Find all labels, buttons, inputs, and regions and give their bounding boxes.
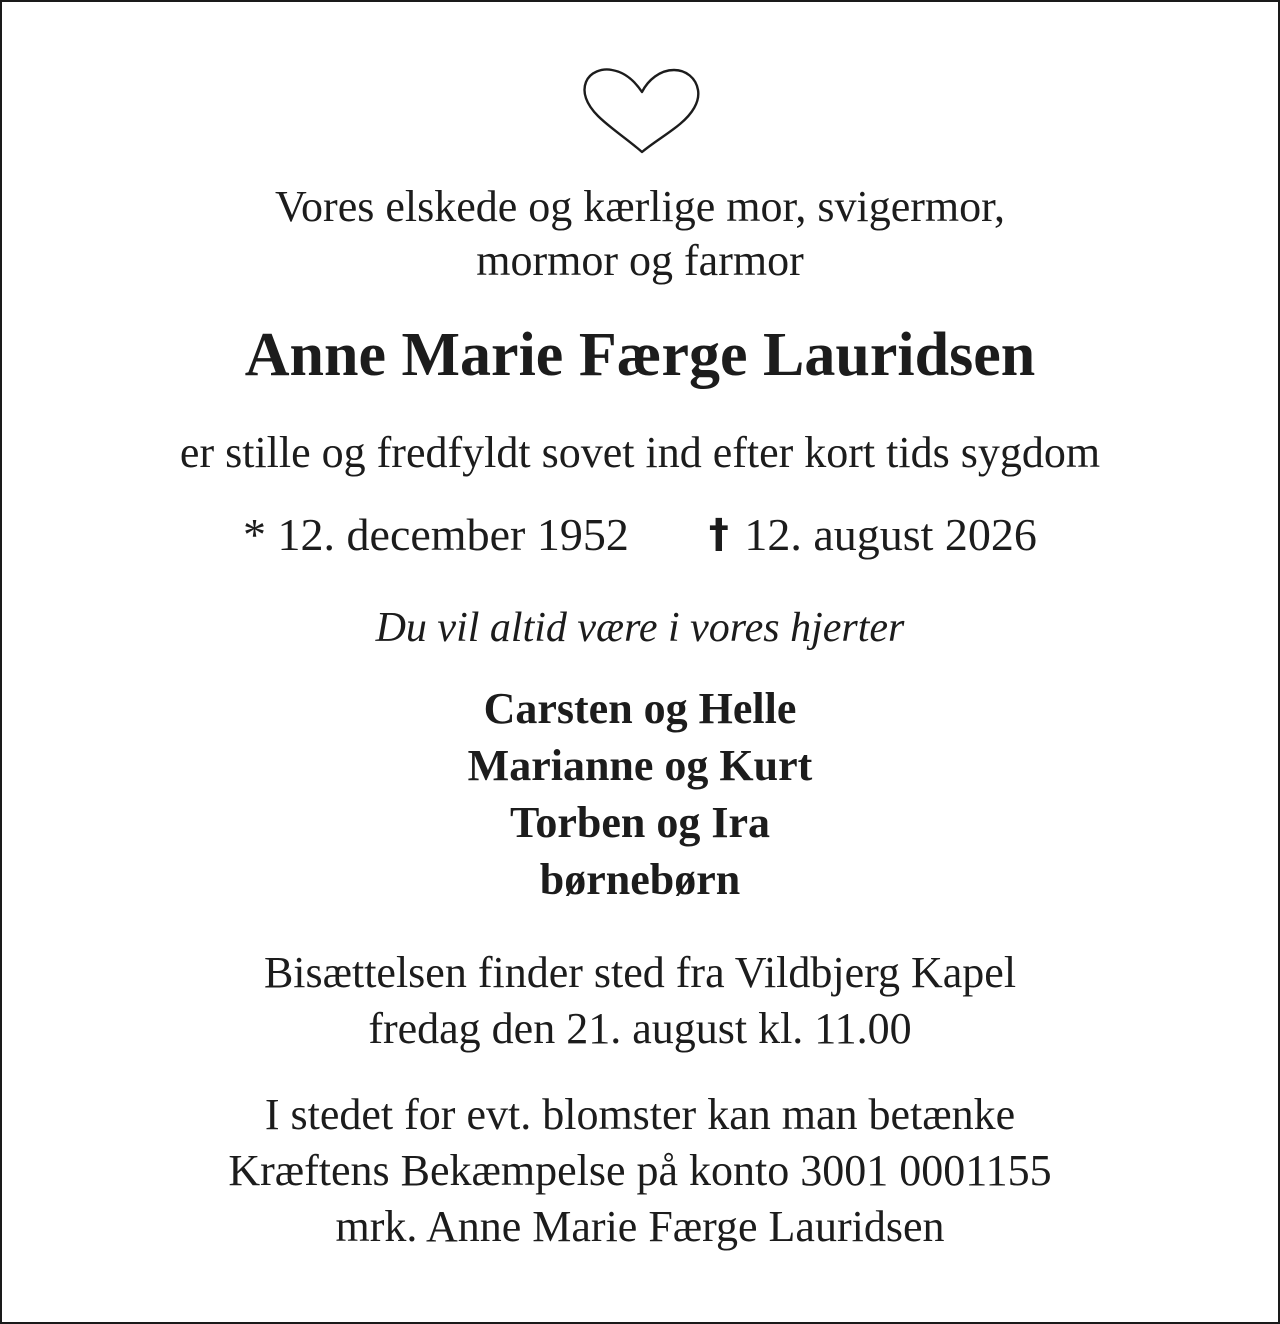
donation-line-3: mrk. Anne Marie Færge Lauridsen: [335, 1202, 945, 1251]
signer-line: børnebørn: [539, 855, 741, 904]
signer-line: Torben og Ira: [510, 798, 770, 847]
life-dates: [2, 506, 1278, 563]
signer-line: Marianne og Kurt: [467, 741, 813, 790]
memorial-motto: Du vil altid være i vores hjerter: [375, 605, 905, 651]
signer-line: Carsten og Helle: [483, 684, 797, 733]
deceased-name: Anne Marie Færge Lauridsen: [244, 321, 1036, 389]
intro-text: [2, 180, 1278, 288]
death-date-group: [709, 509, 1037, 560]
intro-line-2: mormor og farmor: [476, 236, 804, 285]
donation-line-1: I stedet for evt. blomster kan man betænke: [264, 1090, 1016, 1139]
donation-line-2: Kræftens Bekæmpelse på konto 3001 0001155: [228, 1146, 1052, 1195]
birth-date: * 12. december 1952: [243, 509, 629, 560]
heart-icon: [580, 66, 704, 158]
death-statement: er stille og fredfyldt sovet ind efter kort tids sygdom: [179, 428, 1101, 477]
ceremony-line-2: fredag den 21. august kl. 11.00: [368, 1004, 912, 1053]
cross-icon: †: [708, 511, 729, 557]
death-date: 12. august 2026: [744, 509, 1037, 560]
ceremony-line-1: Bisættelsen finder sted fra Vildbjerg Kapel: [263, 948, 1017, 997]
intro-line-1: Vores elskede og kærlige mor, svigermor,: [274, 182, 1006, 231]
